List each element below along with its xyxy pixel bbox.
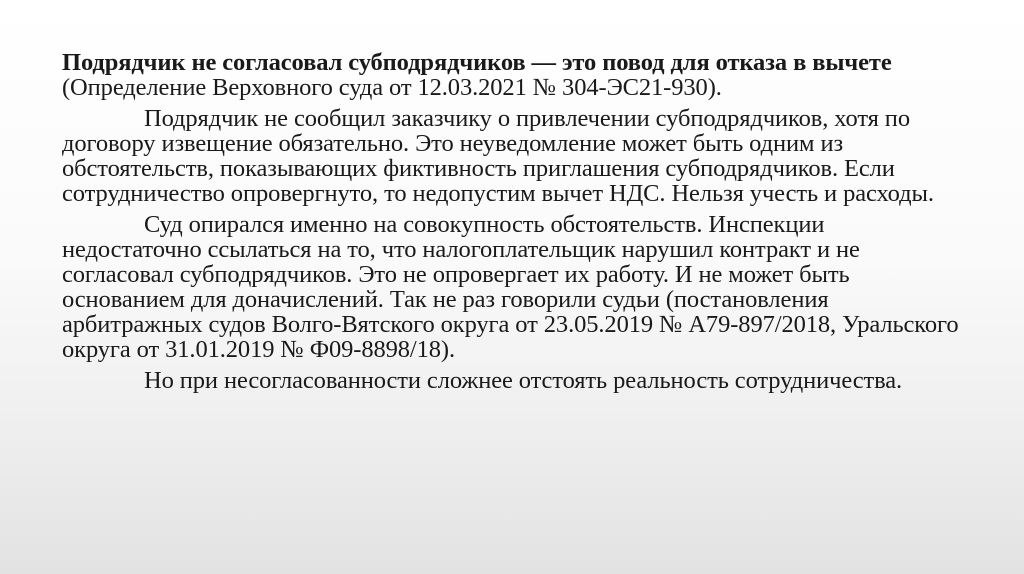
lead-heading: Подрядчик не согласовал субподрядчиков — это повод для отказа в вычете xyxy=(62,49,892,76)
lead-citation: (Определение Верховного суда от 12.03.2021 № 304-ЭС21-930). xyxy=(62,74,722,101)
body-paragraph-3: Но при несогласованности сложнее отстоять реальность сотрудничества. xyxy=(144,367,903,394)
slide-content xyxy=(62,50,962,399)
lead-paragraph xyxy=(62,50,962,100)
body-paragraph-2: Суд опирался именно на совокупность обстоятельств. Инспекции недостаточно ссылаться на то, что налогоплательщик нарушил контракт и не согласовал субподрядчиков. Это не опровергает их работу. И не может быть основанием для доначислений. Так не раз говорили судьи (постановления арбитражных судов Волго-Вятского округа от 23.05.2019 № А79-897/2018, Уральского округа от 31.01.2019 № Ф09-8898/18). xyxy=(62,211,959,363)
body-paragraph-1: Подрядчик не сообщил заказчику о привлечении субподрядчиков, хотя по договору извещение обязательно. Это неуведомление может быть одним из обстоятельств, показывающих фиктивность приглашения субподрядчиков. Если сотрудничество опровергнуто, то недопустим вычет НДС. Нельзя учесть и расходы. xyxy=(62,105,934,207)
